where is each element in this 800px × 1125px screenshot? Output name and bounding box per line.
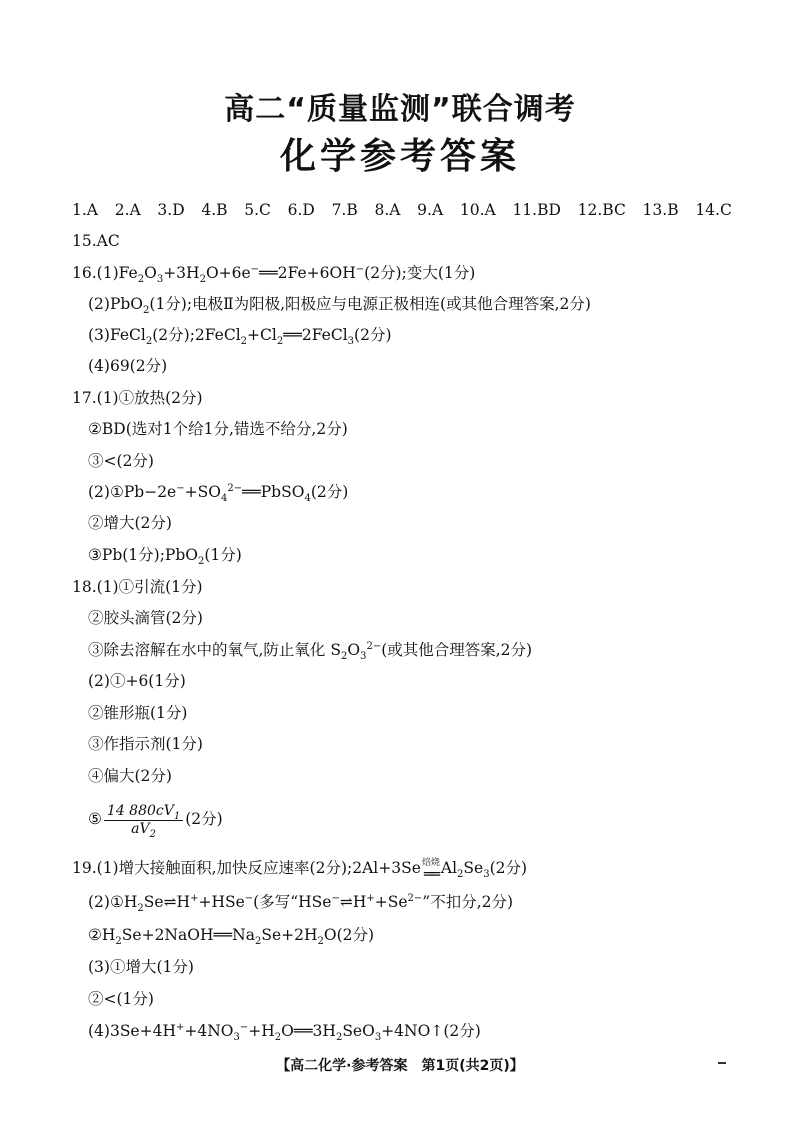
fraction: $\frac{14 880cV_1}{aV_2}$: [104, 803, 183, 838]
choice-answer: 1.A: [72, 201, 98, 219]
q18-line6: ③作指示剂(1分): [88, 735, 203, 753]
choice-answer: 12.BC: [577, 201, 626, 219]
q17-line5: ②增大(2分): [88, 514, 172, 532]
q19-line1: 19.(1)增大接触面积,加快反应速率(2分);2Al+3Se 焙烧 ══ $Al_2Se_3(2$分): [72, 858, 528, 883]
choice-answer: 6.D: [287, 201, 315, 219]
q18-line5: ②锥形瓶(1分): [88, 704, 188, 722]
choice-answer: 2.A: [114, 201, 141, 219]
q18-line2: ②胶头滴管(2分): [88, 609, 203, 627]
q17-line3: ③<(2分): [88, 452, 154, 470]
choice-answer: 7.B: [331, 201, 358, 219]
q17-line2: ②BD(选对1个给1分,错选不给分,2分): [88, 420, 348, 438]
equilibrium-arrow: ⇌: [339, 893, 353, 911]
equals-sign: ══: [293, 1022, 313, 1040]
q17-line6: ③Pb(1分);PbO$_2$(1分): [88, 546, 242, 568]
q18-line7: ④偏大(2分): [88, 767, 172, 785]
q19-line4: (3)①增大(1分): [88, 958, 194, 976]
choice-answers-row: [72, 200, 732, 220]
answer-title: 化学参考答案: [279, 136, 520, 177]
q16-part2: (2)PbO$_2$(1分);电极Ⅱ为阳极,阳极应与电源正极相连(或其他合理答案,2分): [88, 295, 591, 317]
choice-answer: 14.C: [695, 201, 732, 219]
q18-line3: ③除去溶解在水中的氧气,防止氧化 $S_2O_3^{2-}$(或其他合理答案,2分): [88, 640, 533, 663]
equals-sign: ══: [283, 326, 302, 344]
q17-line1: 17.(1)①放热(2分): [72, 389, 203, 407]
q17-line4: $(2)①Pb-2e^-+SO_4^{2-}══PbSO_4(2$分): [88, 482, 349, 505]
choice-answer: 11.BD: [512, 201, 561, 219]
equals-sign: ══: [242, 483, 261, 501]
q15-answer: 15.AC: [72, 232, 120, 250]
q19-line6: $(4)3Se+4H^++4NO_3^-+H_2O══3H_2SeO_3+4NO↑(2$分): [88, 1021, 481, 1044]
choice-answer: 4.B: [201, 201, 228, 219]
reaction-condition: 焙烧 ══: [421, 858, 440, 883]
q18-line1: 18.(1)①引流(1分): [72, 578, 203, 596]
q18-line4: (2)①+6(1分): [88, 672, 186, 690]
choice-answer: 13.B: [642, 201, 679, 219]
q19-line3: $②H_2Se+2NaOH══Na_2Se+2H_2O(2$分): [88, 926, 375, 948]
choice-answer: 5.C: [244, 201, 271, 219]
up-arrow-icon: ↑: [430, 1022, 444, 1040]
q18-line8: ⑤ $\frac{14 880cV_1}{aV_2}$ (2分): [88, 802, 223, 840]
equals-sign: ══: [213, 926, 233, 944]
exam-title: 高二“质量监测”联合调考: [224, 92, 576, 127]
q16-part1: $16.(1)Fe_2O_3+3H_2O+6e^-══2Fe+6OH^-(2$分);变大(1分): [72, 263, 476, 286]
q19-line5: ②<(1分): [88, 990, 154, 1008]
q19-line2: $(2)①H_2Se\rightleftharpoons H^++HSe^-$(多写“$HSe^-\rightleftharpoons H^++Se^{2-}$”不扣分,2分): [88, 892, 514, 915]
choice-answer: 9.A: [417, 201, 444, 219]
page-footer: 【高二化学·参考答案 第1页(共2页)】: [276, 1058, 524, 1074]
equilibrium-arrow: ⇌: [163, 893, 177, 911]
equals-sign: ══: [259, 264, 278, 282]
choice-answer: 3.D: [157, 201, 185, 219]
choice-answer: 10.A: [459, 201, 496, 219]
corner-mark: [718, 1062, 726, 1064]
q16-part4: (4)69(2分): [88, 357, 168, 375]
choice-answer: 8.A: [374, 201, 401, 219]
q16-part3: (3)FeCl$_2$(2分)$;2FeCl_2+Cl_2══2FeCl_3(2$分): [88, 326, 392, 348]
